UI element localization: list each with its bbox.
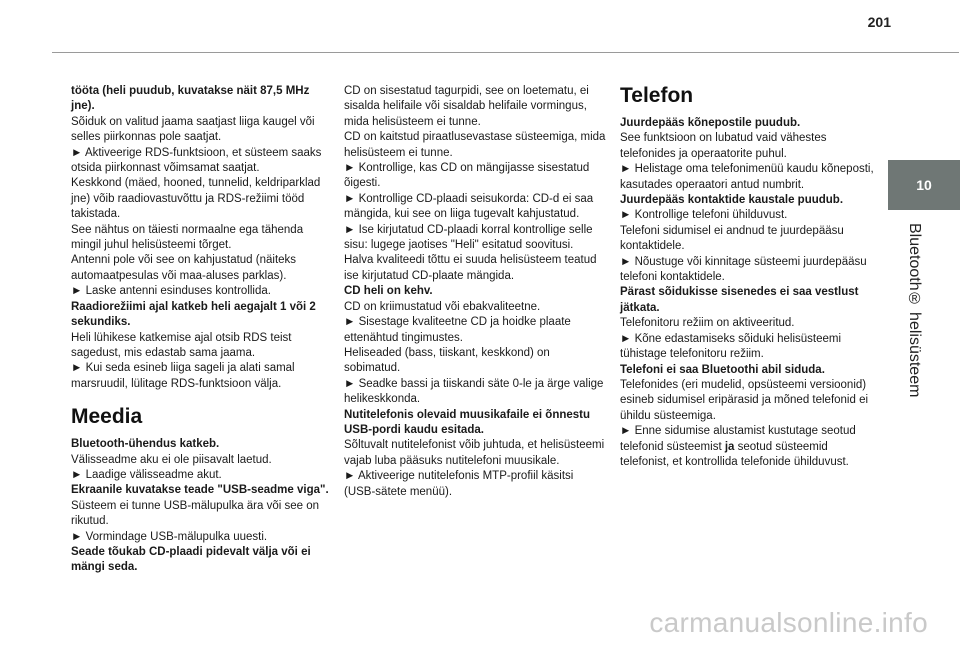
paragraph: ► Sisestage kvaliteetne CD ja hoidke plaate ettenähtud tingimustes. — [344, 316, 571, 344]
text-span-bold: ja — [724, 440, 735, 453]
paragraph: ► Laadige välisseadme akut. — [71, 468, 222, 481]
paragraph: ► Helistage oma telefonimenüü kaudu kõneposti, kasutades operaatori antud numbrit. — [620, 163, 874, 191]
chapter-title: Bluetooth® helisüsteem — [906, 223, 923, 398]
paragraph: Sõltuvalt nutitelefonist võib juhtuda, et helisüsteemi vajab luba pääsuks nutitelefoni muusikale. — [344, 439, 605, 467]
paragraph: Heliseaded (bass, tiiskant, keskkond) on sobimatud. — [344, 346, 550, 375]
paragraph: ► Vormindage USB-mälupulka uuesti. — [71, 530, 268, 543]
paragraph: ► Kontrollige, kas CD on mängijasse sisestatud õigesti. — [344, 162, 590, 190]
paragraph: See funktsioon on lubatud vaid vähestes telefonides ja operaatorite puhul. — [620, 132, 827, 160]
paragraph-bold: Ekraanile kuvatakse teade "USB-seadme viga". — [71, 484, 329, 497]
paragraph: Telefonitoru režiim on aktiveeritud. — [620, 317, 795, 330]
paragraph: Keskkond (mäed, hooned, tunnelid, keldriparklad jne) võib raadiovastuvõttu ja RDS-režiimi tööd takistada. — [71, 177, 321, 221]
paragraph: ► Laske antenni esinduses kontrollida. — [71, 285, 271, 298]
paragraph-bold: Raadiorežiimi ajal katkeb heli aegajalt 1 või 2 sekundiks. — [71, 300, 316, 329]
paragraph-bold: Nutitelefonis olevaid muusikafaile ei õnnestu USB-pordi kaudu esitada. — [344, 408, 591, 436]
paragraph: CD on kaitstud piraatlusevastase süsteemiga, mida helisüsteem ei tunne. — [344, 131, 606, 159]
paragraph: Süsteem ei tunne USB-mälupulka ära või see on rikutud. — [71, 499, 320, 528]
paragraph: See nähtus on täiesti normaalne ega tähenda mingil juhul helisüsteemi tõrget. — [71, 223, 304, 252]
paragraph-bold: tööta (heli puudub, kuvatakse näit 87,5 MHz jne). — [71, 85, 310, 113]
chapter-number-tab: 10 — [888, 160, 960, 210]
paragraph-bold: CD heli on kehv. — [344, 285, 433, 298]
text-column-3 — [620, 84, 880, 470]
paragraph: ► Nõustuge või kinnitage süsteemi juurdepääsu telefoni kontaktidele. — [620, 255, 867, 284]
paragraph: Halva kvaliteedi tõttu ei suuda helisüsteem teatud ise kirjutatud CD-plaate mängida. — [344, 254, 597, 282]
text-span: seotud süsteemid telefonist, et kontrollida telefonide ühilduvust. — [620, 440, 849, 468]
paragraph: ► Ise kirjutatud CD-plaadi korral kontrollige selle sisu: lugege jaotises "Heli" esitatud soovitusi. — [344, 223, 593, 252]
text-span: ► Enne sidumise alustamist kustutage seotud telefonid süsteemist — [620, 425, 856, 453]
header-rule — [52, 52, 959, 53]
paragraph: ► Kontrollige CD-plaadi seisukorda: CD-d ei saa mängida, kui see on liiga tugevalt kahjustatud. — [344, 192, 594, 221]
paragraph-bold: Juurdepääs kõnepostile puudub. — [620, 117, 801, 129]
section-heading-meedia: Meedia — [71, 405, 143, 429]
paragraph: ► Aktiveerige RDS-funktsioon, et süsteem saaks otsida piirkonnast võimsamat saatjat. — [71, 146, 322, 175]
paragraph: CD on kriimustatud või ebakvaliteetne. — [344, 300, 541, 313]
paragraph: ► Kui seda esineb liiga sageli ja alati samal marsruudil, lülitage RDS-funktsioon välja. — [71, 362, 295, 390]
paragraph: ► Kontrollige telefoni ühilduvust. — [620, 209, 788, 222]
paragraph: Sõiduk on valitud jaama saatjast liiga kaugel või selles piirkonnas pole saatjat. — [71, 115, 315, 144]
paragraph: ► Seadke bassi ja tiiskandi säte 0-le ja ärge valige helikeskkonda. — [344, 377, 604, 406]
page-number: 201 — [867, 14, 891, 30]
watermark: carmanualsonline.info — [649, 607, 928, 638]
paragraph-mixed — [620, 424, 880, 470]
paragraph-bold: Bluetooth-ühendus katkeb. — [71, 438, 220, 451]
paragraph: CD on sisestatud tagurpidi, see on loetematu, ei sisalda helifaile või sisaldab helifaile vormingus, mida helisüsteem ei tunne. — [344, 85, 589, 128]
paragraph: Telefonides (eri mudelid, opsüsteemi versioonid) esineb sidumisel eripärasid ja mõned telefonid ei ühildu süsteemiga. — [620, 378, 869, 422]
paragraph: Antenni pole või see on kahjustatud (näiteks automaatpesulas või maa-aluses parklas). — [71, 254, 297, 282]
paragraph-bold: Juurdepääs kontaktide kaustale puudub. — [620, 194, 844, 207]
paragraph-bold: Pärast sõidukisse sisenedes ei saa vestlust jätkata. — [620, 286, 859, 314]
section-heading-telefon: Telefon — [620, 84, 694, 107]
paragraph: Telefoni sidumisel ei andnud te juurdepääsu kontaktidele. — [620, 224, 844, 253]
paragraph-bold: Seade tõukab CD-plaadi pidevalt välja või ei mängi seda. — [71, 545, 311, 574]
paragraph: Välisseadme aku ei ole piisavalt laetud. — [71, 453, 272, 466]
paragraph: ► Kõne edastamiseks sõiduki helisüsteemi tühistage telefonitoru režiim. — [620, 332, 842, 361]
text-column-1 — [71, 84, 333, 576]
paragraph-bold: Telefoni ei saa Bluetoothi abil siduda. — [620, 363, 825, 376]
paragraph: Heli lühikese katkemise ajal otsib RDS teist sagedust, mis edastab sama jaama. — [71, 331, 292, 359]
text-column-2 — [344, 84, 606, 500]
paragraph: ► Aktiveerige nutitelefonis MTP-profiil käsitsi (USB-sätete menüü). — [344, 470, 574, 498]
